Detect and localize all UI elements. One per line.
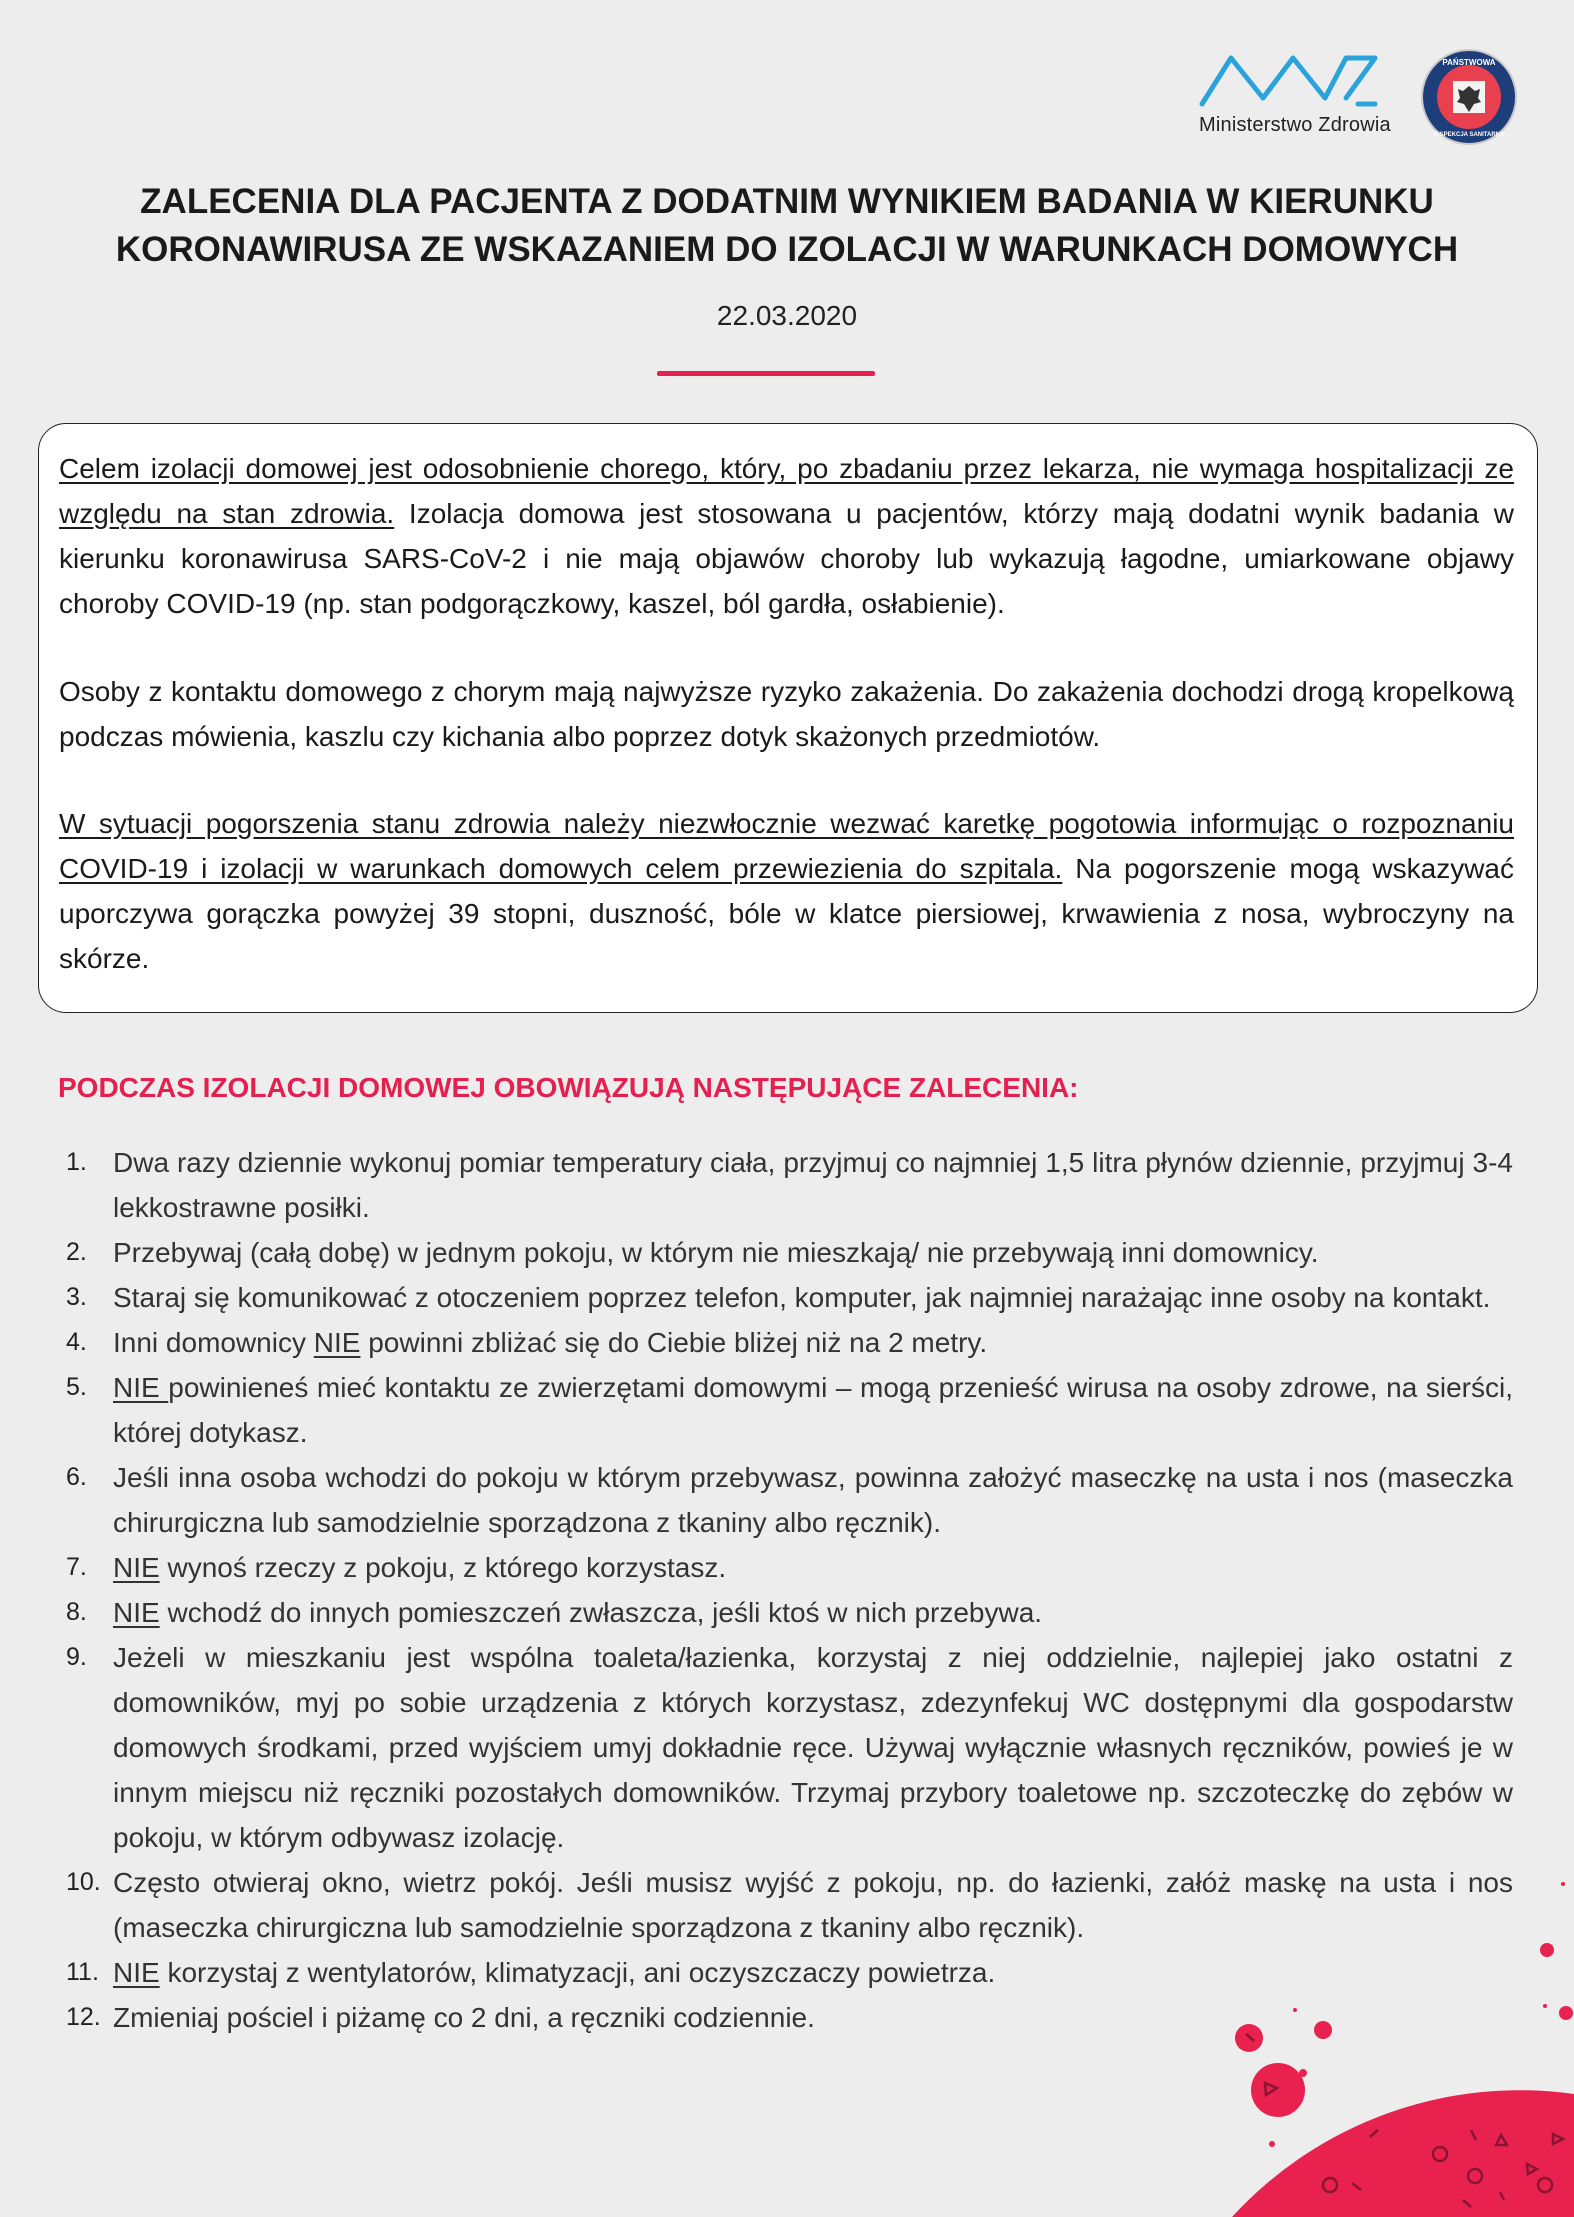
item-text: wchodź do innych pomieszczeń zwłaszcza, jeśli ktoś w nich przebywa. <box>159 1597 1043 1628</box>
intro-p1-underlined: Celem izolacji domowej jest odosobnienie chorego, który, po zbadaniu przez lekarza, nie wymaga hospitalizacji ze względu na stan zdrowia. <box>59 453 1514 529</box>
decorative-dot <box>1559 2006 1573 2020</box>
intro-paragraph-1 <box>59 446 1514 626</box>
item-number: 11. <box>66 1958 99 1986</box>
intro-p1-rest: Izolacja domowa jest stosowana u pacjentów, którzy mają dodatni wynik badania w kierunku koronawirusa SARS-CoV-2 i nie mają objawów choroby lub wykazują łagodne, umiarkowane objawy choroby COVID-19 (np. stan podgorączkowy, kaszel, ból gardła, osłabienie). <box>59 498 1515 619</box>
large-decorative-circle <box>1232 2090 1574 2217</box>
recommendation-item <box>58 1860 1513 1950</box>
item-emphasis: NIE <box>113 1552 160 1583</box>
item-number: 8. <box>66 1598 87 1626</box>
decorative-dot <box>1269 2141 1275 2147</box>
item-number: 1. <box>66 1148 87 1176</box>
item-text: Jeśli inna osoba wchodzi do pokoju w którym przebywasz, powinna założyć maseczkę na usta i nos (maseczka chirurgiczna lub samodzielnie sporządzona z tkaniny albo ręcznik). <box>113 1462 1513 1538</box>
recommendation-item <box>58 1635 1513 1860</box>
item-number: 7. <box>66 1553 87 1581</box>
sanitary-inspection-seal <box>1420 48 1518 146</box>
item-text: Zmieniaj pościel i piżamę co 2 dni, a ręczniki codziennie. <box>113 2002 815 2033</box>
item-text: korzystaj z wentylatorów, klimatyzacji, ani oczyszczaczy powietrza. <box>159 1957 996 1988</box>
item-text: Jeżeli w mieszkaniu jest wspólna toaleta/łazienka, korzystaj z niej oddzielnie, najlepiej jako ostatni z domowników, myj po sobie urządzenia z których korzystasz, zdezynfekuj WC dostępnymi dla gospodarstw domowych środkami, przed wyjściem umyj dokładnie ręce. Używaj wyłącznie własnych ręczników, powieś je w innym miejscu niż ręczniki pozostałych domowników. Trzymaj przybory toaletowe np. szczoteczkę do zębów w pokoju, w którym odbywasz izolację. <box>113 1642 1513 1853</box>
recommendation-item <box>58 1995 1513 2040</box>
item-emphasis: NIE <box>113 1957 160 1988</box>
item-text: Przebywaj (całą dobę) w jednym pokoju, w którym nie mieszkają/ nie przebywają inni domownicy. <box>113 1237 1319 1268</box>
recommendations-heading: PODCZAS IZOLACJI DOMOWEJ OBOWIĄZUJĄ NASTĘPUJĄCE ZALECENIA: <box>58 1072 1079 1103</box>
decorative-dot <box>1540 1943 1554 1957</box>
recommendation-item <box>58 1230 1513 1275</box>
recommendation-item <box>58 1950 1513 1995</box>
title-line-1: ZALECENIA DLA PACJENTA Z DODATNIM WYNIKIEM BADANIA W KIERUNKU <box>140 182 1434 221</box>
item-text: powinni zbliżać się do Ciebie bliżej niż na 2 metry. <box>360 1327 988 1358</box>
item-number: 12. <box>66 2003 101 2031</box>
recommendation-item <box>58 1545 1513 1590</box>
intro-p3-rest: Na pogorszenie mogą wskazywać uporczywa gorączka powyżej 39 stopni, duszność, bóle w klatce piersiowej, krwawienia z nosa, wybroczyny na skórze. <box>59 853 1514 974</box>
recommendation-item <box>58 1320 1513 1365</box>
item-number: 3. <box>66 1283 87 1311</box>
recommendation-item <box>58 1590 1513 1635</box>
intro-p3-underlined: W sytuacji pogorszenia stanu zdrowia należy niezwłocznie wezwać karetkę pogotowia informując o rozpoznaniu COVID-19 i izolacji w warunkach domowych celem przewiezienia do szpitala. <box>59 808 1514 884</box>
ministry-logo-text: Ministerstwo Zdrowia <box>1199 114 1391 136</box>
page-title <box>0 178 1574 274</box>
item-text: Często otwieraj okno, wietrz pokój. Jeśli musisz wyjść z pokoju, np. do łazienki, załóż maskę na usta i nos (maseczka chirurgiczna lub samodzielnie sporządzona z tkaniny albo ręcznik). <box>113 1867 1513 1943</box>
item-text: powinieneś mieć kontaktu ze zwierzętami domowymi – mogą przenieść wirusa na osoby zdrowe, na sierści, której dotykasz. <box>113 1372 1513 1448</box>
title-line-2: KORONAWIRUSA ZE WSKAZANIEM DO IZOLACJI W WARUNKACH DOMOWYCH <box>115 230 1459 269</box>
item-number: 2. <box>66 1238 87 1266</box>
decorative-dot <box>1251 2063 1305 2117</box>
document-date: 22.03.2020 <box>716 300 858 331</box>
item-number: 10. <box>66 1868 101 1896</box>
item-number: 9. <box>66 1643 87 1671</box>
item-number: 6. <box>66 1463 87 1491</box>
item-emphasis: NIE <box>113 1372 169 1403</box>
recommendation-item <box>58 1365 1513 1455</box>
item-text: wynoś rzeczy z pokoju, z którego korzystasz. <box>159 1552 727 1583</box>
decorative-dot <box>1299 2069 1307 2077</box>
seal-top-text: PAŃSTWOWA <box>1442 58 1496 67</box>
item-number: 4. <box>66 1328 87 1356</box>
intro-paragraph-3 <box>59 801 1514 981</box>
seal-bottom-text: INSPEKCJA SANITARNA <box>1433 132 1505 138</box>
item-number: 5. <box>66 1373 87 1401</box>
item-emphasis: NIE <box>313 1327 361 1358</box>
decorative-dot <box>1561 1882 1565 1886</box>
item-text: Dwa razy dziennie wykonuj pomiar temperatury ciała, przyjmuj co najmniej 1,5 litra płynów dziennie, przyjmuj 3-4 lekkostrawne posiłki. <box>113 1147 1513 1223</box>
title-divider <box>657 371 875 376</box>
item-text: Staraj się komunikować z otoczeniem poprzez telefon, komputer, jak najmniej narażając inne osoby na kontakt. <box>113 1282 1491 1313</box>
recommendation-item <box>58 1455 1513 1545</box>
item-emphasis: NIE <box>113 1597 160 1628</box>
mz-logo-mark-icon <box>1195 50 1385 110</box>
recommendation-item <box>58 1275 1513 1320</box>
decorative-dot <box>1543 2004 1547 2008</box>
recommendations-list <box>58 1140 1513 2040</box>
item-text-prefix: Inni domownicy <box>113 1327 314 1358</box>
intro-paragraph-2: Osoby z kontaktu domowego z chorym mają najwyższe ryzyko zakażenia. Do zakażenia dochodzi drogą kropelkową podczas mówienia, kaszlu czy kichania albo poprzez dotyk skażonych przedmiotów. <box>59 676 1514 752</box>
intro-box <box>38 423 1538 1013</box>
recommendation-item <box>58 1140 1513 1230</box>
